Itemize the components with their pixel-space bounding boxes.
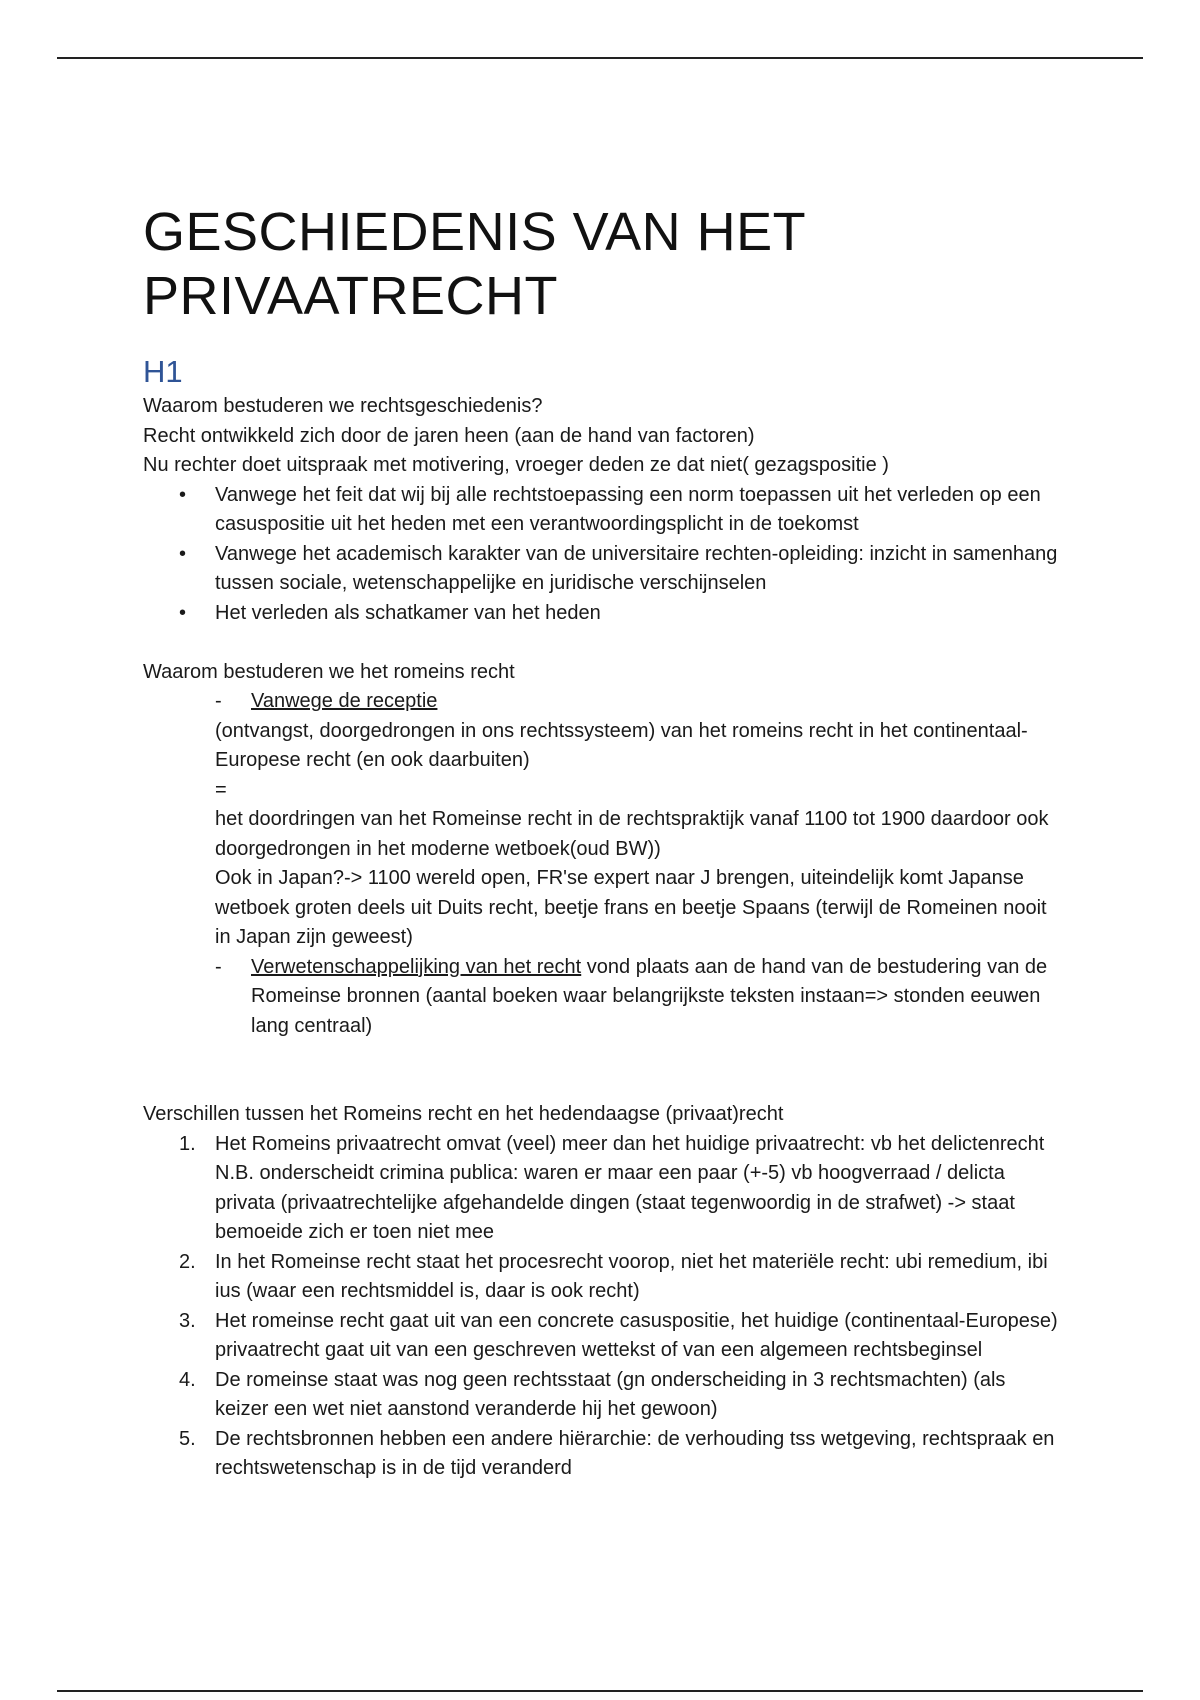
item-text: Het Romeins privaatrecht omvat (veel) meer dan het huidige privaatrecht: vb het delictenrecht N.B. onderscheidt crimina publica: waren er maar een paar (+-5) vb hoogverraad / delicta privata (privaatrechtelijke afgehandelde dingen (staat tegenwoordig in de strafwet) -> staat bemoeide zich er toen niet mee — [215, 1132, 1045, 1243]
verwetenschappelijking-text: vond plaats aan de hand van de bestudering van de Romeinse bronnen (aantal boeken waar belangrijkste teksten instaan=> stonden eeuwen lang centraal) — [251, 955, 1048, 1037]
item-number: 5. — [179, 1427, 196, 1450]
item-text: In het Romeinse recht staat het procesrecht voorop, niet het materiële recht: ubi remedium, ibi ius (waar een rechtsmiddel is, daar is ook recht) — [215, 1250, 1048, 1302]
item-number: 3. — [179, 1309, 196, 1332]
bullet-symbol: • — [179, 601, 187, 624]
bullet-item — [179, 540, 1063, 599]
bullet-item — [179, 599, 1063, 629]
numbered-item — [179, 1366, 1063, 1425]
title-line-2: PRIVAATRECHT — [143, 266, 559, 326]
footer-rule — [57, 1690, 1143, 1692]
heading-h1: H1 — [143, 354, 183, 389]
item-number: 4. — [179, 1368, 196, 1391]
receptie-body-2: het doordringen van het Romeinse recht in de rechtspraktijk vanaf 1100 tot 1900 daardoor ook doorgedrongen in het moderne wetboek(oud BW)) — [215, 808, 1049, 860]
receptie-explanation — [143, 717, 1063, 953]
intro-line-1: Waarom bestuderen we rechtsgeschiedenis? — [143, 395, 543, 417]
intro-line-3: Nu rechter doet uitspraak met motivering, vroeger deden ze dat niet( gezagspositie ) — [143, 454, 889, 476]
item-text: Het romeinse recht gaat uit van een concrete casuspositie, het huidige (continentaal-Europese) privaatrecht gaat uit van een geschreven wettekst of van een algemeen rechtsbeginsel — [215, 1309, 1058, 1361]
dash-item — [215, 687, 1063, 717]
romeins-heading: Waarom bestuderen we het romeins recht — [143, 660, 515, 683]
title-line-1: GESCHIEDENIS VAN HET — [143, 202, 807, 262]
bullet-symbol: • — [179, 483, 187, 506]
item-number: 2. — [179, 1250, 196, 1273]
bullet-text: Vanwege het academisch karakter van de universitaire rechten-opleiding: inzicht in samenhang tussen sociale, wetenschappelijke en juridische verschijnselen — [215, 542, 1058, 594]
bullet-item — [179, 481, 1063, 540]
receptie-body-3: Ook in Japan?-> 1100 wereld open, FR'se expert naar J brengen, uiteindelijk komt Japanse wetboek groten deels uit Duits recht, beetje frans en beetje Spaans (terwijl de Romeinen nooit in Japan zijn geweest) — [215, 867, 1047, 948]
romeins-dash-list-1 — [143, 687, 1063, 717]
item-number: 1. — [179, 1132, 196, 1155]
dash-item — [215, 953, 1063, 1042]
verschillen-numbered-list — [143, 1130, 1063, 1484]
numbered-item — [179, 1307, 1063, 1366]
spacer — [143, 628, 1063, 658]
bullet-text: Het verleden als schatkamer van het heden — [215, 601, 601, 624]
bullet-symbol: • — [179, 542, 187, 565]
receptie-label: Vanwege de receptie — [251, 690, 438, 712]
verschillen-heading: Verschillen tussen het Romeins recht en het hedendaagse (privaat)recht — [143, 1103, 784, 1125]
numbered-item — [179, 1248, 1063, 1307]
reasons-bullet-list — [143, 481, 1063, 629]
document-title — [143, 200, 1063, 328]
receptie-equals: = — [215, 778, 227, 801]
romeins-dash-list-2 — [143, 953, 1063, 1042]
intro-line-2: Recht ontwikkeld zich door de jaren heen (aan de hand van factoren) — [143, 424, 755, 447]
spacer — [143, 1041, 1063, 1100]
document-body — [143, 200, 1063, 1484]
numbered-item — [179, 1425, 1063, 1484]
receptie-body-1: (ontvangst, doorgedrongen in ons rechtssysteem) van het romeins recht in het continentaal-Europese recht (en ook daarbuiten) — [215, 719, 1028, 771]
numbered-item — [179, 1130, 1063, 1248]
item-text: De rechtsbronnen hebben een andere hiërarchie: de verhouding tss wetgeving, rechtspraak en rechtswetenschap is in de tijd veranderd — [215, 1427, 1055, 1479]
verwetenschappelijking-label: Verwetenschappelijking van het recht — [251, 955, 582, 978]
header-rule — [57, 57, 1143, 59]
item-text: De romeinse staat was nog geen rechtsstaat (gn onderscheiding in 3 rechtsmachten) (als keizer een wet niet aanstond veranderde hij het gewoon) — [215, 1368, 1006, 1420]
dash-symbol: - — [215, 955, 222, 978]
dash-symbol: - — [215, 690, 222, 712]
bullet-text: Vanwege het feit dat wij bij alle rechtstoepassing een norm toepassen uit het verleden op een casuspositie uit het heden met een verantwoordingsplicht in de toekomst — [215, 483, 1041, 535]
